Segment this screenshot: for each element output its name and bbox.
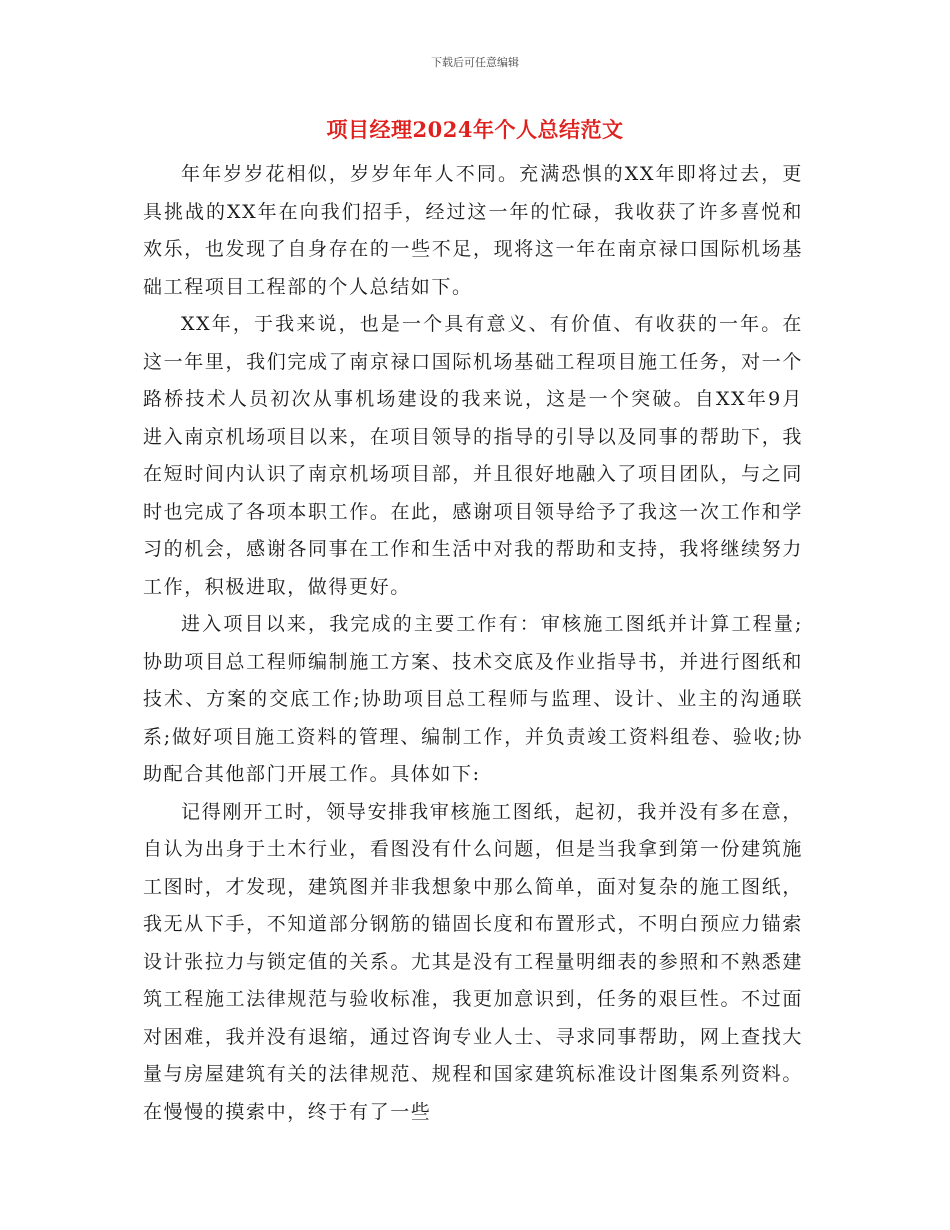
document-body [143, 156, 803, 1131]
paragraph-2: XX年，于我来说，也是一个具有意义、有价值、有收获的一年。在这一年里，我们完成了南京禄口国际机场基础工程项目施工任务，对一个路桥技术人员初次从事机场建设的我来说，这是一个突破。自XX年9月进入南京机场项目以来，在项目领导的指导的引导以及同事的帮助下，我在短时间内认识了南京机场项目部，并且很好地融入了项目团队，与之同时也完成了各项本职工作。在此，感谢项目领导给予了我这一次工作和学习的机会，感谢各同事在工作和生活中对我的帮助和支持，我将继续努力工作，积极进取，做得更好。 [143, 313, 803, 598]
document-title: 项目经理2024年个人总结范文 [326, 117, 624, 142]
paragraph-4: 记得刚开工时，领导安排我审核施工图纸，起初，我并没有多在意，自认为出身于土木行业，看图没有什么问题，但是当我拿到第一份建筑施工图时，才发现，建筑图并非我想象中那么简单，面对复杂的施工图纸，我无从下手，不知道部分钢筋的锚固长度和布置形式，不明白预应力锚索设计张拉力与锁定值的关系。尤其是没有工程量明细表的参照和不熟悉建筑工程施工法律规范与验收标准，我更加意识到，任务的艰巨性。不过面对困难，我并没有退缩，通过咨询专业人士、寻求同事帮助，网上查找大量与房屋建筑有关的法律规范、规程和国家建筑标准设计图集系列资料。在慢慢的摸索中，终于有了一些 [143, 800, 803, 1123]
paragraph-1: 年年岁岁花相似，岁岁年年人不同。充满恐惧的XX年即将过去，更具挑战的XX年在向我们招手，经过这一年的忙碌，我收获了许多喜悦和欢乐，也发现了自身存在的一些不足，现将这一年在南京禄口国际机场基础工程项目工程部的个人总结如下。 [143, 163, 803, 298]
paragraph-3: 进入项目以来，我完成的主要工作有：审核施工图纸并计算工程量;协助项目总工程师编制施工方案、技术交底及作业指导书，并进行图纸和技术、方案的交底工作;协助项目总工程师与监理、设计、业主的沟通联系;做好项目施工资料的管理、编制工作，并负责竣工资料组卷、验收;协助配合其他部门开展工作。具体如下: [143, 613, 803, 785]
header-note: 下载后可任意编辑 [431, 56, 519, 69]
